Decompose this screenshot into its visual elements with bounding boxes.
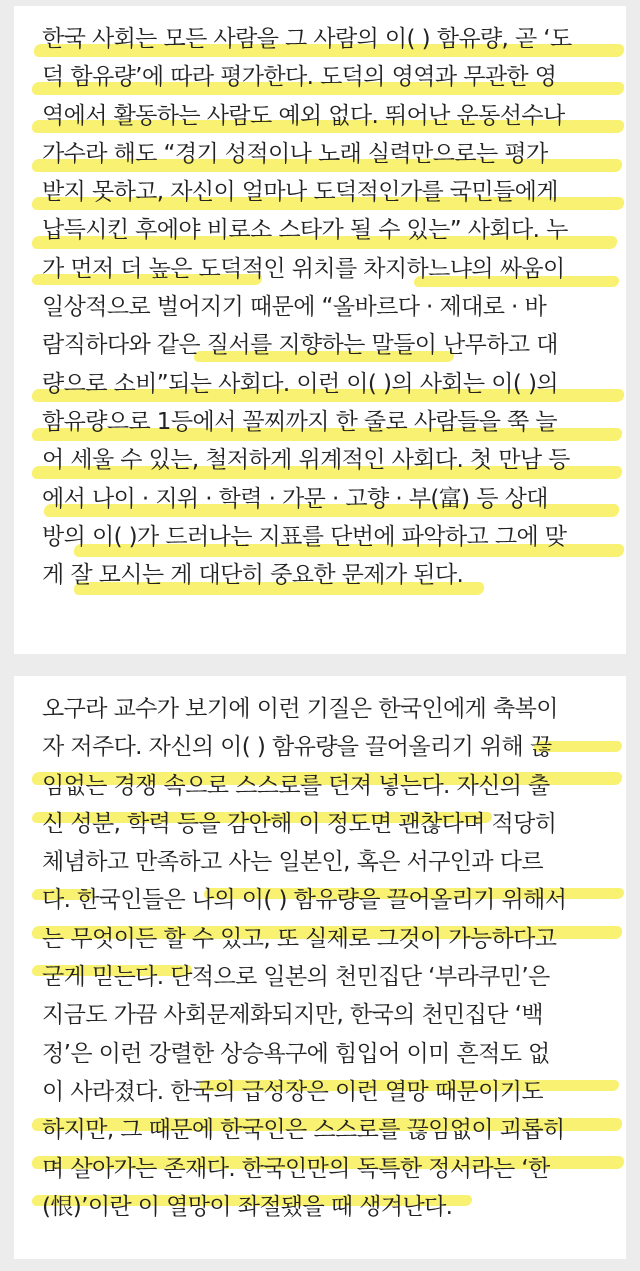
- text-line: 받지 못하고, 자신이 얼마나 도덕적인가를 국민들에게: [42, 179, 558, 206]
- text-line: (恨)’이란 이 열망이 좌절됐을 때 생겨난다.: [42, 1193, 453, 1220]
- text-line: 굳게 믿는다. 단적으로 일본의 천민집단 ‘부라쿠민’은: [42, 964, 550, 991]
- paragraph-card-2: [14, 676, 626, 1259]
- paragraph-1: [42, 20, 612, 594]
- text-line: 자 저주다. 자신의 이( ) 함유량을 끌어올리기 위해 끊: [42, 734, 552, 761]
- text-line: 덕 함유량’에 따라 평가한다. 도덕의 영역과 무관한 영: [42, 64, 557, 91]
- text-line: 어 세울 수 있는, 철저하게 위계적인 사회다. 첫 만남 등: [42, 447, 570, 474]
- text-line: 역에서 활동하는 사람도 예외 없다. 뛰어난 운동선수나: [42, 102, 565, 129]
- text-line: 에서 나이 · 지위 · 학력 · 가문 · 고향 · 부(富) 등 상대: [42, 485, 548, 512]
- text-line: 람직하다와 같은 질서를 지향하는 말들이 난무하고 대: [42, 332, 558, 359]
- text-line: 량으로 소비”되는 사회다. 이런 이( )의 사회는 이( )의: [42, 370, 558, 397]
- paragraph-2: [42, 690, 612, 1226]
- text-line: 함유량으로 1등에서 꼴찌까지 한 줄로 사람들을 쭉 늘: [42, 408, 557, 435]
- text-line: 한국 사회는 모든 사람을 그 사람의 이( ) 함유량, 곧 ‘도: [42, 26, 572, 52]
- text-line: 일상적으로 벌어지기 때문에 “올바르다 · 제대로 · 바: [42, 294, 547, 321]
- paragraph-card-1: [14, 6, 626, 654]
- text-line: 하지만, 그 때문에 한국인은 스스로를 끊임없이 괴롭히: [42, 1117, 565, 1144]
- text-line: 는 무엇이든 할 수 있고, 또 실제로 그것이 가능하다고: [42, 925, 557, 952]
- text-line: 오구라 교수가 보기에 이런 기질은 한국인에게 축복이: [42, 696, 558, 722]
- text-line: 체념하고 만족하고 사는 일본인, 혹은 서구인과 다르: [42, 849, 543, 876]
- text-line: 방의 이( )가 드러나는 지표를 단번에 파악하고 그에 맞: [42, 523, 567, 550]
- text-line: 신 성분, 학력 등을 감안해 이 정도면 괜찮다며 적당히: [42, 810, 557, 837]
- text-line: 가수라 해도 “경기 성적이나 노래 실력만으로는 평가: [42, 140, 548, 167]
- text-line: 이 사라졌다. 한국의 급성장은 이런 열망 때문이기도: [42, 1078, 543, 1105]
- text-line: 지금도 가끔 사회문제화되지만, 한국의 천민집단 ‘백: [42, 1002, 543, 1029]
- text-line: 게 잘 모시는 게 대단히 중요한 문제가 된다.: [42, 562, 464, 589]
- text-line: 납득시킨 후에야 비로소 스타가 될 수 있는” 사회다. 누: [42, 217, 568, 244]
- text-line: 정’은 이런 강렬한 상승욕구에 힘입어 이미 흔적도 없: [42, 1040, 550, 1067]
- text-line: 며 살아가는 존재다. 한국인만의 독특한 정서라는 ‘한: [42, 1155, 550, 1182]
- text-line: 가 먼저 더 높은 도덕적인 위치를 차지하느냐의 싸움이: [42, 255, 565, 282]
- text-line: 임없는 경쟁 속으로 스스로를 던져 넣는다. 자신의 출: [42, 772, 550, 799]
- text-line: 다. 한국인들은 나의 이( ) 함유량을 끌어올리기 위해서: [42, 887, 567, 914]
